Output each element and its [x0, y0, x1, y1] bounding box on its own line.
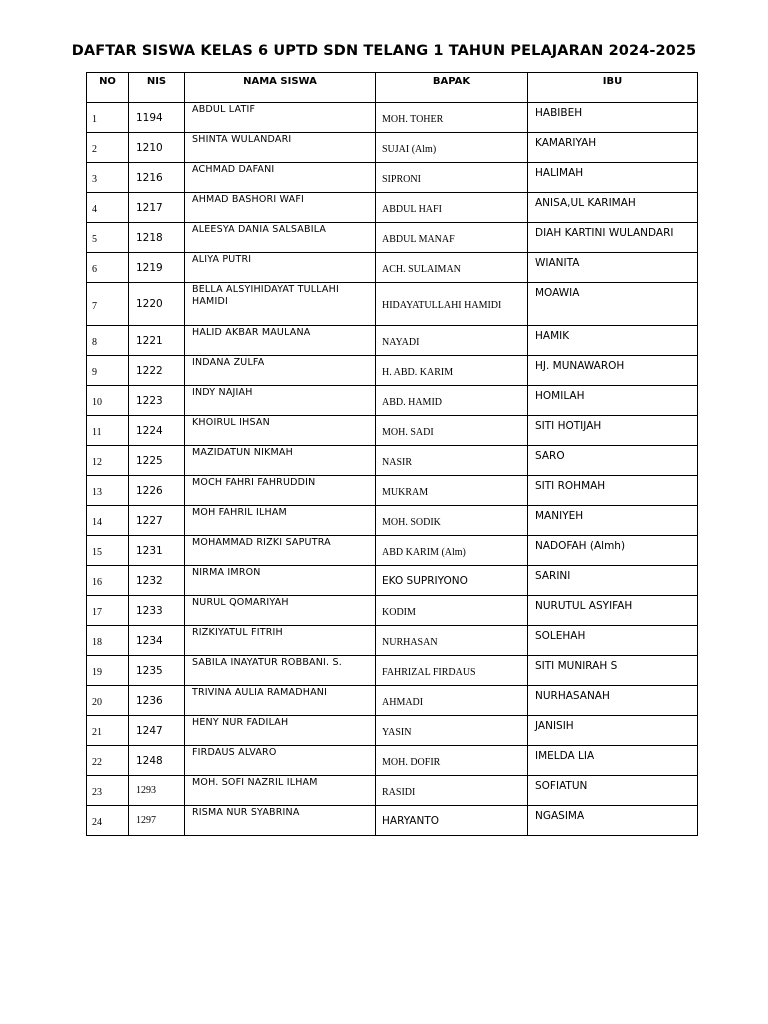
cell-ibu: NURUTUL ASYIFAH — [528, 596, 698, 626]
cell-nama-siswa: ABDUL LATIF — [185, 103, 376, 133]
cell-nama-siswa: RIZKIYATUL FITRIH — [185, 626, 376, 656]
cell-nama-siswa: INDANA ZULFA — [185, 356, 376, 386]
table-row — [87, 163, 698, 193]
table-row — [87, 356, 698, 386]
cell-bapak: HIDAYATULLAHI HAMIDI — [376, 283, 528, 326]
cell-nama-siswa: KHOIRUL IHSAN — [185, 416, 376, 446]
table-row — [87, 386, 698, 416]
cell-ibu: SARINI — [528, 566, 698, 596]
cell-nis: 1219 — [129, 253, 185, 283]
cell-bapak: NURHASAN — [376, 626, 528, 656]
cell-ibu: JANISIH — [528, 716, 698, 746]
cell-no: 22 — [87, 746, 129, 776]
cell-bapak: HARYANTO — [376, 806, 528, 836]
table-row — [87, 566, 698, 596]
cell-nama-siswa: MOH FAHRIL ILHAM — [185, 506, 376, 536]
table-row — [87, 536, 698, 566]
cell-bapak: ABD KARIM (Alm) — [376, 536, 528, 566]
cell-bapak: MOH. SODIK — [376, 506, 528, 536]
cell-nama-siswa: MOHAMMAD RIZKI SAPUTRA — [185, 536, 376, 566]
cell-nama-siswa: MOH. SOFI NAZRIL ILHAM — [185, 776, 376, 806]
table-row — [87, 283, 698, 326]
cell-nis: 1232 — [129, 566, 185, 596]
cell-ibu: HABIBEH — [528, 103, 698, 133]
table-row — [87, 416, 698, 446]
cell-nis: 1234 — [129, 626, 185, 656]
cell-nis: 1225 — [129, 446, 185, 476]
cell-ibu: HJ. MUNAWAROH — [528, 356, 698, 386]
cell-nis: 1218 — [129, 223, 185, 253]
cell-bapak: MOH. SADI — [376, 416, 528, 446]
cell-bapak: H. ABD. KARIM — [376, 356, 528, 386]
document-title: DAFTAR SISWA KELAS 6 UPTD SDN TELANG 1 TAHUN PELAJARAN 2024-2025 — [71, 43, 697, 59]
cell-nis: 1224 — [129, 416, 185, 446]
cell-bapak: KODIM — [376, 596, 528, 626]
cell-no: 10 — [87, 386, 129, 416]
cell-no: 1 — [87, 103, 129, 133]
cell-ibu: SOLEHAH — [528, 626, 698, 656]
table-row — [87, 193, 698, 223]
cell-bapak: MOH. DOFIR — [376, 746, 528, 776]
cell-no: 18 — [87, 626, 129, 656]
cell-nis: 1293 — [129, 776, 185, 806]
cell-nis: 1297 — [129, 806, 185, 836]
cell-no: 17 — [87, 596, 129, 626]
cell-nama-siswa: ACHMAD DAFANI — [185, 163, 376, 193]
table-row — [87, 476, 698, 506]
cell-bapak: ABD. HAMID — [376, 386, 528, 416]
cell-ibu: SITI HOTIJAH — [528, 416, 698, 446]
table-row — [87, 746, 698, 776]
cell-no: 24 — [87, 806, 129, 836]
cell-bapak: RASIDI — [376, 776, 528, 806]
cell-nama-siswa: ALIYA PUTRI — [185, 253, 376, 283]
cell-no: 23 — [87, 776, 129, 806]
cell-no: 20 — [87, 686, 129, 716]
cell-nis: 1233 — [129, 596, 185, 626]
cell-nama-siswa: BELLA ALSYIHIDAYAT TULLAHI HAMIDI — [185, 283, 376, 326]
table-row — [87, 133, 698, 163]
cell-nama-siswa: AHMAD BASHORI WAFI — [185, 193, 376, 223]
cell-ibu: NGASIMA — [528, 806, 698, 836]
column-header-bapak: BAPAK — [376, 73, 528, 103]
cell-bapak: MOH. TOHER — [376, 103, 528, 133]
cell-no: 7 — [87, 283, 129, 326]
cell-ibu: NURHASANAH — [528, 686, 698, 716]
table-row — [87, 686, 698, 716]
cell-no: 8 — [87, 326, 129, 356]
cell-no: 9 — [87, 356, 129, 386]
cell-ibu: KAMARIYAH — [528, 133, 698, 163]
cell-nama-siswa: SHINTA WULANDARI — [185, 133, 376, 163]
cell-no: 14 — [87, 506, 129, 536]
cell-ibu: SITI ROHMAH — [528, 476, 698, 506]
cell-ibu: ANISA,UL KARIMAH — [528, 193, 698, 223]
cell-nama-siswa: FIRDAUS ALVARO — [185, 746, 376, 776]
cell-bapak: MUKRAM — [376, 476, 528, 506]
cell-nama-siswa: TRIVINA AULIA RAMADHANI — [185, 686, 376, 716]
cell-no: 2 — [87, 133, 129, 163]
cell-nis: 1235 — [129, 656, 185, 686]
cell-no: 11 — [87, 416, 129, 446]
cell-bapak: ACH. SULAIMAN — [376, 253, 528, 283]
table-row — [87, 596, 698, 626]
cell-no: 4 — [87, 193, 129, 223]
cell-ibu: SARO — [528, 446, 698, 476]
cell-no: 21 — [87, 716, 129, 746]
cell-nis: 1216 — [129, 163, 185, 193]
cell-ibu: WIANITA — [528, 253, 698, 283]
cell-nis: 1226 — [129, 476, 185, 506]
table-row — [87, 103, 698, 133]
cell-nis: 1220 — [129, 283, 185, 326]
cell-ibu: HALIMAH — [528, 163, 698, 193]
cell-bapak: YASIN — [376, 716, 528, 746]
cell-ibu: SITI MUNIRAH S — [528, 656, 698, 686]
cell-bapak: NASIR — [376, 446, 528, 476]
cell-no: 19 — [87, 656, 129, 686]
table-row — [87, 776, 698, 806]
cell-bapak: SIPRONI — [376, 163, 528, 193]
table-header-row — [87, 73, 698, 103]
table-row — [87, 506, 698, 536]
cell-ibu: HAMIK — [528, 326, 698, 356]
cell-ibu: HOMILAH — [528, 386, 698, 416]
cell-nis: 1236 — [129, 686, 185, 716]
cell-nis: 1222 — [129, 356, 185, 386]
cell-no: 16 — [87, 566, 129, 596]
table-row — [87, 326, 698, 356]
cell-nis: 1231 — [129, 536, 185, 566]
cell-nama-siswa: SABILA INAYATUR ROBBANI. S. — [185, 656, 376, 686]
column-header-no: NO — [87, 73, 129, 103]
cell-nama-siswa: ALEESYA DANIA SALSABILA — [185, 223, 376, 253]
table-row — [87, 656, 698, 686]
cell-nis: 1221 — [129, 326, 185, 356]
cell-nama-siswa: HALID AKBAR MAULANA — [185, 326, 376, 356]
cell-bapak: ABDUL MANAF — [376, 223, 528, 253]
column-header-nama-siswa: NAMA SISWA — [185, 73, 376, 103]
student-table — [86, 72, 698, 836]
cell-no: 12 — [87, 446, 129, 476]
table-row — [87, 223, 698, 253]
cell-nama-siswa: MOCH FAHRI FAHRUDDIN — [185, 476, 376, 506]
cell-nis: 1210 — [129, 133, 185, 163]
cell-ibu: NADOFAH (Almh) — [528, 536, 698, 566]
cell-bapak: SUJAI (Alm) — [376, 133, 528, 163]
table-row — [87, 716, 698, 746]
cell-bapak: FAHRIZAL FIRDAUS — [376, 656, 528, 686]
cell-no: 15 — [87, 536, 129, 566]
cell-nis: 1223 — [129, 386, 185, 416]
cell-ibu: MANIYEH — [528, 506, 698, 536]
cell-nis: 1247 — [129, 716, 185, 746]
cell-ibu: SOFIATUN — [528, 776, 698, 806]
cell-nama-siswa: RISMA NUR SYABRINA — [185, 806, 376, 836]
cell-bapak: NAYADI — [376, 326, 528, 356]
cell-no: 6 — [87, 253, 129, 283]
cell-no: 13 — [87, 476, 129, 506]
cell-nama-siswa: NIRMA IMRON — [185, 566, 376, 596]
table-row — [87, 446, 698, 476]
cell-ibu: IMELDA LIA — [528, 746, 698, 776]
cell-nama-siswa: HENY NUR FADILAH — [185, 716, 376, 746]
column-header-ibu: IBU — [528, 73, 698, 103]
cell-no: 5 — [87, 223, 129, 253]
cell-nis: 1194 — [129, 103, 185, 133]
cell-ibu: MOAWIA — [528, 283, 698, 326]
cell-nama-siswa: MAZIDATUN NIKMAH — [185, 446, 376, 476]
cell-bapak: ABDUL HAFI — [376, 193, 528, 223]
cell-nis: 1217 — [129, 193, 185, 223]
cell-bapak: EKO SUPRIYONO — [376, 566, 528, 596]
cell-no: 3 — [87, 163, 129, 193]
table-row — [87, 626, 698, 656]
cell-nis: 1248 — [129, 746, 185, 776]
table-row — [87, 806, 698, 836]
table-row — [87, 253, 698, 283]
cell-nama-siswa: INDY NAJIAH — [185, 386, 376, 416]
cell-bapak: AHMADI — [376, 686, 528, 716]
cell-ibu: DIAH KARTINI WULANDARI — [528, 223, 698, 253]
column-header-nis: NIS — [129, 73, 185, 103]
cell-nis: 1227 — [129, 506, 185, 536]
table-body — [87, 103, 698, 836]
cell-nama-siswa: NURUL QOMARIYAH — [185, 596, 376, 626]
